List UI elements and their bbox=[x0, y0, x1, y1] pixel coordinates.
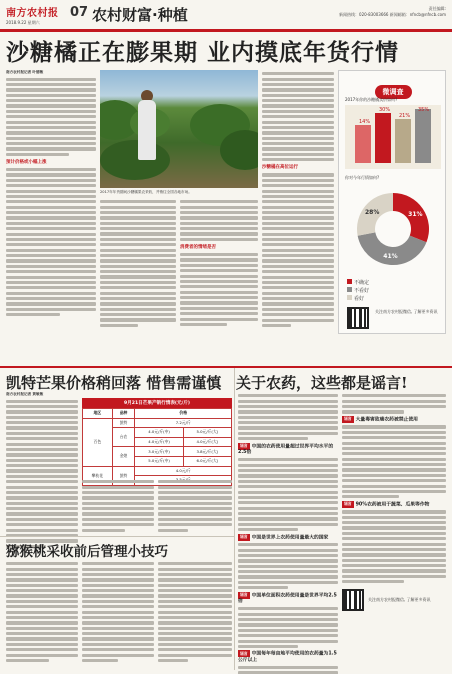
page-number: 07 bbox=[70, 5, 89, 20]
kiwi-col-3 bbox=[158, 560, 232, 664]
donut-label-2: 41% bbox=[383, 252, 398, 260]
q1-bar-3 bbox=[395, 119, 411, 163]
survey-q1: 2017年你的沙糖橘卖价如何? bbox=[345, 97, 398, 102]
rumor-tag: 谣言 bbox=[240, 534, 248, 539]
rumor-3-text: 中国单位面积农药使用量是世界平均2.5倍 bbox=[238, 593, 337, 605]
table-cell: 5.0元/斤(大) bbox=[183, 428, 231, 438]
table-cell: 4.0元/斤(中) bbox=[135, 437, 183, 447]
lead-col-1 bbox=[6, 70, 96, 319]
section-title: 农村财富·种植 bbox=[92, 6, 188, 24]
cell-region-baise: 百色 bbox=[83, 418, 113, 466]
rumor-4 bbox=[238, 650, 338, 664]
hotline-line: 新闻热线：020-83003666 新闻邮箱：nfncb@nfncb.com bbox=[339, 12, 446, 17]
q1-label-4: 35% bbox=[418, 107, 430, 114]
pesticide-qr-text: 关注南方农村报微信, 了解更多资讯 bbox=[368, 597, 431, 603]
rumor-3 bbox=[238, 592, 338, 606]
pesticide-qr-block bbox=[342, 589, 446, 611]
pesticide-headline: 关于农药，这些都是谣言! bbox=[236, 374, 408, 392]
table-cell: 5.0元/斤(中) bbox=[135, 456, 183, 466]
table-cell: 金煌 bbox=[112, 447, 135, 466]
lead-subhead-2: 沙糖橘在高位运行 bbox=[262, 165, 298, 171]
sidebar-qr-text: 关注南方农村报微信, 了解更多资讯 bbox=[375, 309, 438, 314]
donut-legend bbox=[347, 279, 439, 303]
mango-byline: 南方农村报记者 黄敏敏 bbox=[6, 392, 44, 396]
table-cell: 凯特 bbox=[112, 466, 135, 485]
donut-label-3: 28% bbox=[365, 208, 380, 216]
pesticide-col-2 bbox=[342, 392, 446, 611]
lead-byline: 南方农村报记者 叶德敏 bbox=[6, 70, 44, 74]
survey-q2: 你对今年行情如何? bbox=[345, 175, 380, 180]
table-cell: 6.0元/斤(大) bbox=[183, 456, 231, 466]
qr-code-icon bbox=[347, 307, 369, 329]
mango-col-1 bbox=[6, 392, 78, 550]
rumor-6 bbox=[342, 501, 446, 509]
rumor-tag: 谣言 bbox=[240, 443, 248, 449]
rumor-5-text: 大量毒害致癌农药被禁止使用 bbox=[355, 417, 418, 423]
lead-photo bbox=[100, 70, 258, 188]
legend-swatch-3 bbox=[347, 295, 352, 300]
rumor-tag: 谣言 bbox=[240, 650, 248, 656]
q1-label-1: 14% bbox=[359, 119, 371, 125]
th-region: 地区 bbox=[83, 409, 113, 419]
kiwi-rule bbox=[0, 536, 234, 537]
rumor-tag: 谣言 bbox=[240, 592, 248, 598]
table-row bbox=[83, 418, 232, 428]
q1-bar-1 bbox=[355, 125, 371, 163]
legend-label-1: 不确定 bbox=[354, 280, 370, 286]
editor-line: 责任编辑: bbox=[428, 6, 446, 11]
mango-col-2 bbox=[82, 478, 154, 534]
th-price: 价格 bbox=[135, 409, 232, 419]
lead-col-3 bbox=[180, 198, 258, 328]
rumor-4-text: 中国每年每亩地平均使用的农药量为1.5公斤以上 bbox=[238, 651, 337, 663]
photo-caption: 2017年年货期间沙糖橘果农采收，并销往全国各地市场。 bbox=[100, 190, 192, 194]
section-rule bbox=[0, 366, 452, 368]
q1-bar-2 bbox=[375, 113, 391, 163]
rumor-5 bbox=[342, 416, 446, 424]
legend-swatch-1 bbox=[347, 279, 352, 284]
legend-swatch-2 bbox=[347, 287, 352, 292]
table-cell: 4.0元/斤 bbox=[135, 466, 232, 476]
th-variety: 品种 bbox=[112, 409, 135, 419]
header-rule bbox=[0, 29, 452, 32]
table-title: 9月21日芒果产销行情表(元/斤) bbox=[82, 398, 232, 408]
kiwi-col-1 bbox=[6, 560, 78, 664]
lead-headline: 沙糖橘正在膨果期 业内摸底年货行情 bbox=[6, 39, 400, 66]
table-cell: 4.0元/斤(大) bbox=[183, 437, 231, 447]
legend-label-3: 看好 bbox=[354, 296, 365, 302]
legend-label-2: 不看好 bbox=[354, 288, 370, 294]
mango-col-3 bbox=[158, 478, 232, 534]
kiwi-headline: 猕猴桃采收前后管理小技巧 bbox=[6, 544, 168, 560]
lead-subhead-3: 消费者的情绪是否 bbox=[180, 245, 216, 250]
survey-q1-chart bbox=[345, 105, 441, 169]
lead-subhead-1: 预计价格或小幅上涨 bbox=[6, 160, 47, 166]
survey-q2-donut bbox=[349, 185, 437, 273]
donut-label-1: 31% bbox=[408, 210, 423, 218]
kiwi-col-2 bbox=[82, 560, 154, 664]
masthead-logo: 南方农村报 bbox=[6, 8, 59, 19]
qr-code-icon bbox=[342, 589, 364, 611]
table-cell: 凯特 bbox=[112, 418, 135, 428]
lead-col-4 bbox=[262, 70, 334, 329]
table-row bbox=[83, 466, 232, 476]
rumor-6-text: 90%农药被用于蔬菜、瓜果等作物 bbox=[355, 502, 430, 508]
rumor-1 bbox=[238, 443, 338, 457]
table-cell: 3.8元/斤(大) bbox=[183, 447, 231, 457]
farmer-figure bbox=[138, 100, 156, 160]
table-cell: 4.0元/斤(中) bbox=[135, 428, 183, 438]
q1-label-2: 30% bbox=[379, 107, 391, 113]
lead-text-1 bbox=[6, 78, 96, 156]
survey-badge: 微调查 bbox=[375, 85, 412, 99]
table-header-row bbox=[83, 409, 232, 419]
issue-date: 2018.9.22 星期六 bbox=[6, 20, 40, 25]
lead-col-2 bbox=[100, 198, 176, 329]
rumor-2-text: 中国是世界上农药使用量最大的国家 bbox=[251, 535, 329, 540]
rumor-tag: 谣言 bbox=[344, 501, 352, 507]
survey-sidebar bbox=[338, 70, 446, 334]
column-divider bbox=[234, 368, 235, 670]
table-cell: 台农 bbox=[112, 428, 135, 447]
rumor-2 bbox=[238, 534, 338, 542]
q1-bar-4 bbox=[415, 109, 431, 163]
rumor-1-text: 中国的农药使用量超过世界平均水平的2.5倍 bbox=[238, 444, 334, 456]
header-contact bbox=[339, 6, 446, 18]
rumor-tag: 谣言 bbox=[344, 416, 352, 422]
cell-region-panzhihua: 攀枝花 bbox=[83, 466, 113, 485]
q1-label-3: 21% bbox=[399, 113, 411, 119]
table-cell: 3.0元/斤(中) bbox=[135, 447, 183, 457]
lead-text-2 bbox=[6, 168, 96, 316]
mango-price-table bbox=[82, 398, 232, 486]
table-cell: 7.2元/斤 bbox=[135, 418, 232, 428]
mango-headline: 凯特芒果价格稍回落 惜售需谨慎 bbox=[6, 374, 222, 392]
pesticide-col-1 bbox=[238, 392, 338, 674]
